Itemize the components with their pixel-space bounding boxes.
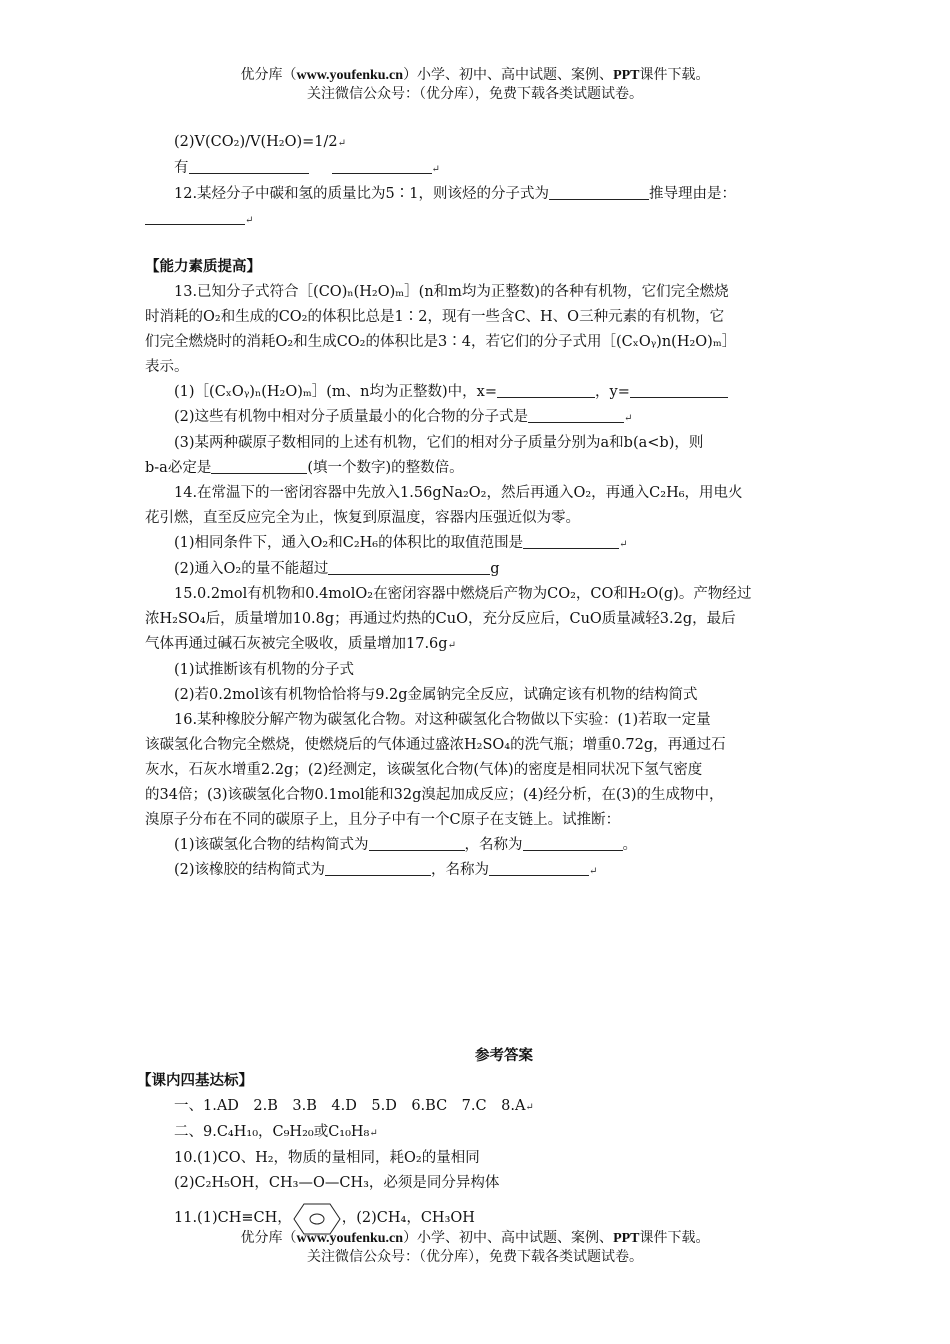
- q13-line2: 时消耗的O₂和生成的CO₂的体积比总是1∶2，现有一些含C、H、O三种元素的有机物，它: [145, 309, 725, 325]
- answer-row-3: 10.(1)CO、H₂，物质的量相同，耗O₂的量相同: [174, 1150, 480, 1166]
- answer-row-5: 11.(1)CH≡CH， ，(2)CH₄，CH₃OH: [145, 1202, 813, 1245]
- header-text: ）小学、初中、高中试题、案例、: [403, 67, 614, 83]
- answer-row-1: 一、1.AD 2.B 3.B 4.D 5.D 6.BC 7.C 8.A↵: [174, 1098, 534, 1114]
- q14-line1: 14.在常温下的一密闭容器中先放入1.56gNa₂O₂，然后再通入O₂，再通入C₂H₆，用电火: [174, 485, 743, 501]
- q13-line1: 13.已知分子式符合［(CO)ₙ(H₂O)ₘ］(n和m均为正整数)的各种有机物，它们完全燃烧: [174, 284, 729, 300]
- paragraph-mark-icon: ↵: [337, 138, 347, 149]
- q16-line2: 该碳氢化合物完全燃烧，使燃烧后的气体通过盛浓H₂SO₄的洗气瓶；增重0.72g，再通过石: [145, 737, 726, 753]
- footer-text: ）小学、初中、高中试题、案例、: [403, 1230, 614, 1246]
- q15-line2: 浓H₂SO₄后，质量增加10.8g；再通过灼热的CuO，充分反应后，CuO质量减轻3.2g，最后: [145, 611, 736, 627]
- q16-line4: 的34倍；(3)该碳氢化合物0.1mol能和32g溴起加成反应；(4)经分析，在(3)的生成物中，: [145, 787, 724, 803]
- q13-line3: 们完全燃烧时的消耗O₂和生成CO₂的体积比是3∶4，若它们的分子式用［(CₓOᵧ)n(H₂O)ₘ］: [145, 334, 737, 350]
- answer-blank[interactable]: [189, 158, 309, 174]
- paragraph-mark-icon: ↵: [369, 1128, 378, 1139]
- paragraph-mark-icon: ↵: [589, 866, 598, 877]
- answer-blank[interactable]: [549, 184, 649, 200]
- q16-sub2: (2)该橡胶的结构简式为 ，名称为 ↵: [174, 862, 598, 878]
- answer-blank[interactable]: [630, 382, 728, 398]
- answer-blank[interactable]: [497, 382, 595, 398]
- answer-blank[interactable]: [489, 860, 589, 876]
- q12-line2: [145, 207, 813, 233]
- footer-text: PPT: [613, 1231, 640, 1246]
- header-text: 课件下载。: [639, 67, 710, 83]
- page-footer: [0, 1229, 950, 1267]
- answers-title: 参考答案: [475, 1048, 533, 1064]
- page-header: [0, 66, 950, 104]
- header-text: 优分库（: [240, 67, 297, 83]
- footer-site-link[interactable]: www.youfenku.cn: [296, 1231, 404, 1246]
- q13-sub3: (3)某两种碳原子数相同的上述有机物，它们的相对分子质量分别为a和b(a<b)，则: [174, 435, 704, 451]
- q14-sub1: (1)相同条件下，通入O₂和C₂H₆的体积比的取值范围是 ↵: [174, 535, 628, 551]
- q13-sub1: (1)［(CₓOᵧ)ₙ(H₂O)ₘ］(m、n均为正整数)中，x= ，y=: [145, 380, 813, 405]
- footer-text: 课件下载。: [639, 1230, 710, 1246]
- document-body: [137, 130, 813, 1245]
- q16-line1: 16.某种橡胶分解产物为碳氢化合物。对这种碳氢化合物做以下实验：(1)若取一定量: [174, 712, 711, 728]
- answer-blank[interactable]: [523, 533, 619, 549]
- header-line-1: [0, 66, 950, 85]
- q15-line3: 气体再通过碱石灰被完全吸收，质量增加17.6g↵: [145, 636, 456, 652]
- answer-blank[interactable]: [145, 209, 245, 225]
- answer-blank[interactable]: [328, 559, 490, 575]
- q13-sub3-cont: b-a必定是 (填一个数字)的整数倍。: [145, 460, 464, 476]
- answer-blank[interactable]: [332, 158, 432, 174]
- answer-row-2: 二、9.C₄H₁₀，C₉H₂₀或C₁₀H₈↵: [174, 1124, 378, 1140]
- paragraph-mark-icon: ↵: [525, 1102, 534, 1113]
- q11-blanks: 有 ↵: [174, 160, 440, 176]
- paragraph-mark-icon: ↵: [447, 640, 456, 651]
- header-site-link[interactable]: www.youfenku.cn: [296, 68, 404, 83]
- q14-sub2: (2)通入O₂的量不能超过 g: [174, 561, 500, 577]
- footer-line-2: 关注微信公众号：（优分库），免费下载各类试题试卷。: [307, 1249, 643, 1265]
- footer-text: 优分库（: [240, 1230, 297, 1246]
- header-line-2: 关注微信公众号：（优分库），免费下载各类试题试卷。: [307, 86, 643, 102]
- q16-sub1: (1)该碳氢化合物的结构简式为 ，名称为 。: [174, 837, 638, 853]
- section-heading-answers: 【课内四基达标】: [137, 1073, 253, 1089]
- paragraph-mark-icon: ↵: [431, 164, 440, 175]
- answer-row-4: (2)C₂H₅OH，CH₃—O—CH₃，必须是同分异构体: [174, 1175, 500, 1191]
- footer-line-1: [0, 1229, 950, 1248]
- q16-line5: 溴原子分布在不同的碳原子上，且分子中有一个C原子在支链上。试推断：: [145, 812, 621, 828]
- q13-sub2: (2)这些有机物中相对分子质量最小的化合物的分子式是 ↵: [174, 409, 633, 425]
- paragraph-mark-icon: ↵: [619, 539, 628, 550]
- q15-line1: 15.0.2mol有机物和0.4molO₂在密闭容器中燃烧后产物为CO₂，CO和H₂O(g)。产物经过: [174, 586, 752, 602]
- answer-blank[interactable]: [325, 860, 431, 876]
- paragraph-mark-icon: ↵: [245, 215, 254, 226]
- answer-blank[interactable]: [523, 835, 623, 851]
- header-text: PPT: [613, 68, 640, 83]
- q16-line3: 灰水，石灰水增重2.2g；(2)经测定，该碳氢化合物(气体)的密度是相同状况下氢气密度: [145, 762, 703, 778]
- answer-blank[interactable]: [211, 458, 307, 474]
- q15-sub2: (2)若0.2mol该有机物恰恰将与9.2g金属钠完全反应，试确定该有机物的结构简式: [174, 687, 698, 703]
- answer-blank[interactable]: [369, 835, 465, 851]
- q15-sub1: (1)试推断该有机物的分子式: [174, 662, 355, 678]
- section-heading-ability: 【能力素质提高】: [145, 259, 261, 275]
- paragraph-mark-icon: ↵: [624, 413, 633, 424]
- answer-blank[interactable]: [528, 407, 624, 423]
- q13-line4: 表示。: [145, 359, 189, 375]
- q11-part2: (2)V(CO₂)/V(H₂O)=1/2↵: [174, 134, 347, 150]
- q12-line1: 12.某烃分子中碳和氢的质量比为5∶1，则该烃的分子式为 推导理由是：: [174, 186, 737, 202]
- q14-line2: 花引燃，直至反应完全为止，恢复到原温度，容器内压强近似为零。: [145, 510, 580, 526]
